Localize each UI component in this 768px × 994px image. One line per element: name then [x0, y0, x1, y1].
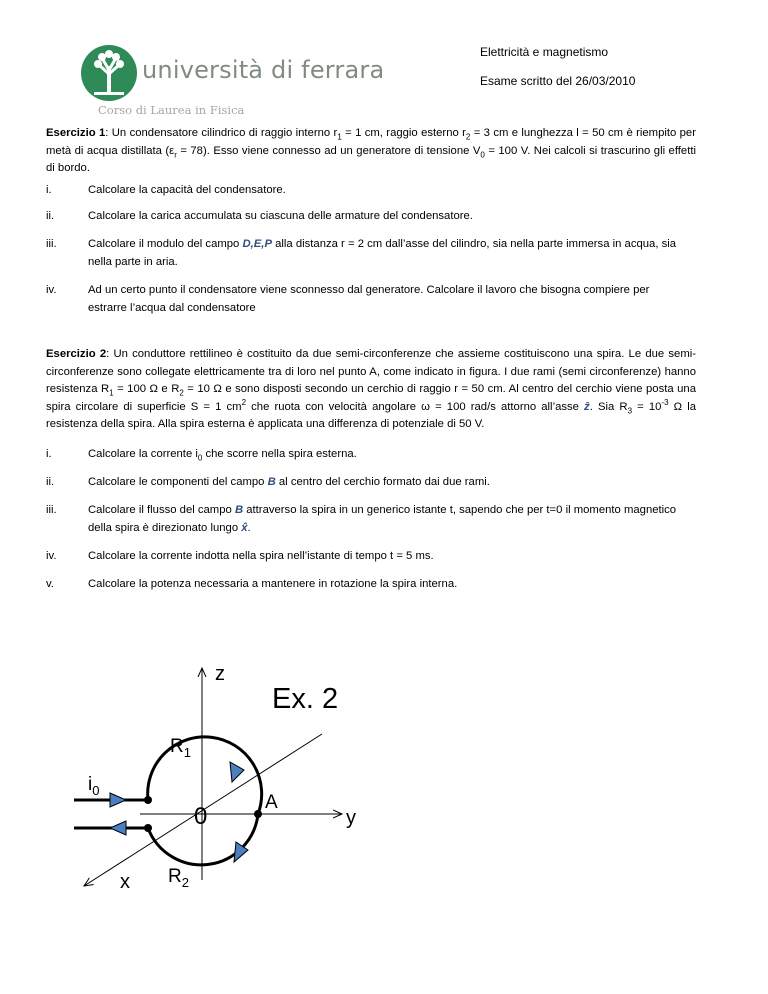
circuit-figure — [60, 650, 400, 900]
junction-dot — [144, 796, 152, 804]
z-label: z — [215, 663, 225, 685]
exam-date: Esame scritto del 26/03/2010 — [480, 74, 636, 88]
tree-logo-icon — [80, 44, 138, 102]
y-label: y — [346, 807, 356, 829]
subject-title: Elettricità e magnetismo — [480, 45, 609, 59]
current-out-arrow-icon — [110, 821, 126, 835]
branch-r1-arrow-icon — [230, 762, 244, 782]
ex2-item-num: iii. — [46, 504, 57, 516]
exercise-2-label: Esercizio 2 — [46, 348, 107, 360]
ex2-item-text: Calcolare le componenti del campo B al centro del cerchio formato dai due rami. — [88, 476, 490, 488]
current-in-arrow-icon — [110, 793, 126, 807]
exercise-1-intro: Esercizio 1: Un condensatore cilindrico di raggio interno $r_1 = 1$ cm, raggio esterno $r_2 = 3$ cm e lunghezza l = 50 cm è riempito per metà di acqua distillata $(\varepsilon_r = 78)$. Esso viene connesso ad un generatore di tensione $V_0 = 100$ V. Nei calcoli si trascurino gli effetti di bordo. — [46, 127, 696, 174]
exercise-2-intro: Esercizio 2: Un conduttore rettilineo è costituito da due semi-circonferenze che assieme costituiscono una spira. Le due semi-circonferenze sono collegate elettricamente tra di loro nel punto A, come indicato in figura. I due rami (semi circonferenze) hanno resistenza $R_1 = 100$ Ω e $R_2 = 10$ Ω e sono disposti secondo un cerchio di raggio r = 50 cm. Al centro del cerchio viene posta una spira circolare di superficie S = 1 $cm^2$ che ruota con velocità angolare ω = 100 rad/s attorno all’asse ẑ. Sia $R_3 = 10^{-3}$ Ω la resistenza della spira. Alla spira esterna è applicata una differenza di potenziale di 50 V. — [46, 348, 697, 430]
ex1-item-text: Calcolare la capacità del condensatore. — [88, 184, 286, 196]
ex2-item-text: Calcolare il flusso del campo B attraverso la spira in un generico istante t, sapendo che per t=0 il momento magnetico della spira è direzionato lungo x̂. — [88, 504, 677, 534]
course-name: Corso di Laurea in Fisica — [98, 103, 245, 117]
outer-loop — [148, 737, 262, 865]
ex2-item-text: Calcolare la potenza necessaria a mantenere in rotazione la spira interna. — [88, 578, 458, 590]
x-label: x — [120, 871, 130, 893]
figure-title: Ex. 2 — [272, 683, 339, 715]
junction-a-dot — [254, 810, 262, 818]
r1-label: $R_1$ — [170, 736, 191, 760]
ex1-item-text: Ad un certo punto il condensatore viene sconnesso dal generatore. Calcolare il lavoro che bisogna compiere per estrarre l’acqua dal condensatore — [88, 284, 650, 314]
ex2-item-text: Calcolare la corrente indotta nella spira nell’istante di tempo t = 5 ms. — [88, 550, 434, 562]
ex2-item-text: Calcolare la corrente $i_0$ che scorre nella spira esterna. — [88, 448, 357, 463]
i0-label: $i_0$ — [88, 774, 100, 798]
ex1-item-num: i. — [46, 184, 52, 196]
r2-label: $R_2$ — [168, 866, 189, 890]
ex2-item-num: iv. — [46, 550, 57, 562]
origin-label: 0 — [194, 803, 208, 830]
vector-symbols: D,E,P — [242, 238, 272, 250]
ex2-item-num: ii. — [46, 476, 55, 488]
university-logo — [80, 44, 385, 119]
ex2-item-num: v. — [46, 578, 54, 590]
exercise-1-label: Esercizio 1 — [46, 127, 106, 139]
point-a-label: A — [265, 792, 278, 813]
ex1-item-text: Calcolare il modulo del campo D,E,P alla distanza r = 2 cm dall’asse del cilindro, sia nella parte immersa in acqua, sia nella parte in aria. — [88, 238, 677, 268]
junction-dot — [144, 824, 152, 832]
ex2-item-num: i. — [46, 448, 52, 460]
ex1-item-text: Calcolare la carica accumulata su ciascuna delle armature del condensatore. — [88, 210, 473, 222]
ex1-item-num: ii. — [46, 210, 55, 222]
ex1-item-num: iii. — [46, 238, 57, 250]
ex1-item-num: iv. — [46, 284, 57, 296]
university-name: università di ferrara — [142, 56, 385, 84]
